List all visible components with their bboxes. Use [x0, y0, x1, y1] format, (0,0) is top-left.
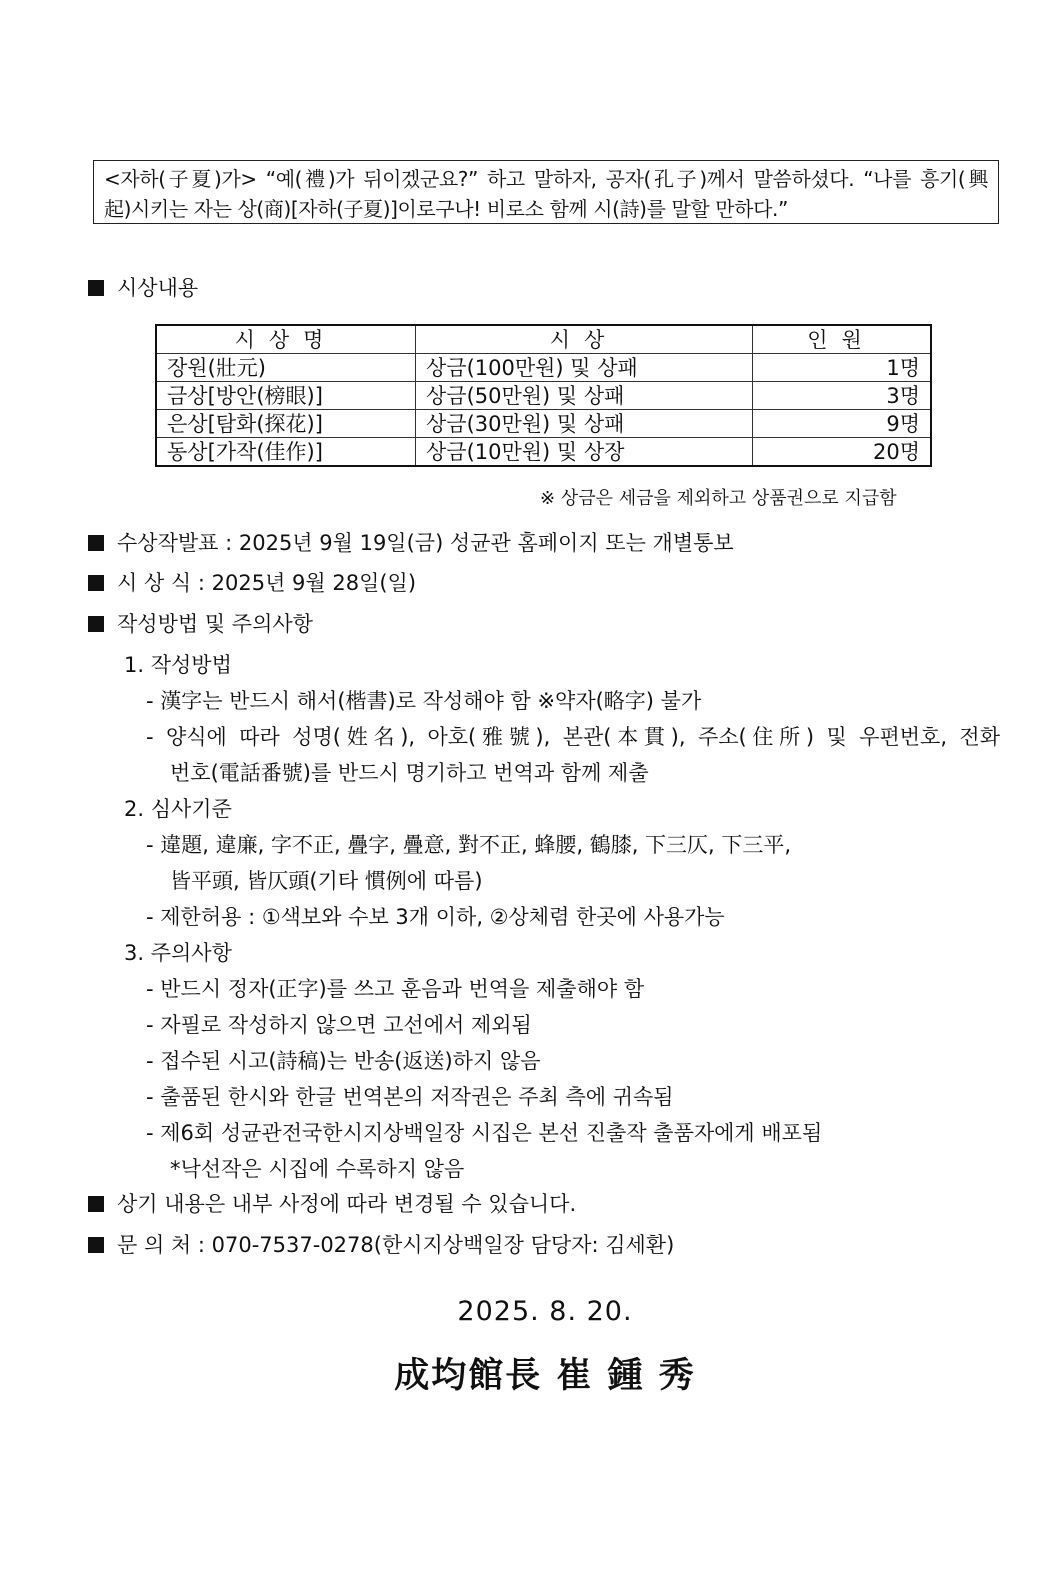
signature: 成均館長 崔 鍾 秀 [394, 1355, 696, 1396]
list-item: - 양식에 따라 성명(姓名), 아호(雅號), 본관(本貫), 주소(住所) 및 우편번호, 전화 [146, 725, 1000, 749]
contact-text: 문 의 처 : 070-7537-0278(한시지상백일장 담당자: 김세환) [117, 1233, 675, 1257]
list-item: - 접수된 시고(詩稿)는 반송(返送)하지 않음 [146, 1049, 541, 1073]
list-item: - 違題, 違廉, 字不正, 疊字, 疊意, 對不正, 蜂腰, 鶴膝, 下三仄, 下三平, [146, 833, 792, 857]
announce-line [88, 528, 734, 558]
ceremony-text: 시 상 식 : 2025년 9월 28일(일) [117, 571, 417, 595]
award-prize: 상금(50만원) 및 상패 [416, 382, 753, 410]
square-bullet-icon [88, 280, 104, 296]
list-item: - 漢字는 반드시 해서(楷書)로 작성해야 함 ※약자(略字) 불가 [146, 689, 702, 713]
contact-line [88, 1230, 674, 1260]
list-item-continued: 皆平頭, 皆仄頭(기타 慣例에 따름) [170, 869, 483, 893]
award-name: 장원(壯元) [156, 354, 416, 382]
square-bullet-icon [88, 1237, 104, 1253]
column-header: 시상명 [156, 325, 416, 354]
quote-line-1: <자하(子夏)가> “예(禮)가 뒤이겠군요?” 하고 말하자, 공자(孔子)께서 말씀하셨다. “나를 흥기(興 [104, 167, 988, 191]
square-bullet-icon [88, 535, 104, 551]
table-row [156, 382, 931, 410]
awards-heading [88, 273, 198, 303]
award-prize: 상금(100만원) 및 상패 [416, 354, 753, 382]
list-item: - 출품된 한시와 한글 번역본의 저작권은 주최 측에 귀속됨 [146, 1085, 674, 1109]
quote-line-2: 起)시키는 자는 상(商)[자하(子夏)]이로구나! 비로소 함께 시(詩)를 말할 만하다.” [104, 197, 788, 221]
column-header: 인원 [753, 325, 932, 354]
table-row [156, 410, 931, 438]
list-item: - 자필로 작성하지 않으면 고선에서 제외됨 [146, 1013, 532, 1037]
award-count: 3명 [753, 382, 932, 410]
announce-text: 수상작발표 : 2025년 9월 19일(금) 성균관 홈페이지 또는 개별통보 [117, 531, 734, 555]
award-prize: 상금(30만원) 및 상패 [416, 410, 753, 438]
award-count: 20명 [753, 438, 932, 467]
award-count: 9명 [753, 410, 932, 438]
award-prize: 상금(10만원) 및 상장 [416, 438, 753, 467]
square-bullet-icon [88, 575, 104, 591]
section-title-cautions: 3. 주의사항 [124, 941, 232, 965]
ceremony-line [88, 568, 416, 598]
method-heading-text: 작성방법 및 주의사항 [117, 612, 313, 636]
awards-heading-text: 시상내용 [117, 276, 199, 300]
method-heading [88, 609, 313, 639]
document-date: 2025. 8. 20. [457, 1296, 633, 1327]
square-bullet-icon [88, 1196, 104, 1212]
section-title-judging: 2. 심사기준 [124, 797, 232, 821]
awards-table [155, 324, 932, 467]
list-item: - 반드시 정자(正字)를 쓰고 훈음과 번역을 제출해야 함 [146, 977, 645, 1001]
award-name: 금상[방안(榜眼)] [156, 382, 416, 410]
award-count: 1명 [753, 354, 932, 382]
list-item-continued: 번호(電話番號)를 반드시 명기하고 번역과 함께 제출 [170, 761, 649, 785]
quote-box [93, 160, 999, 224]
change-note-text: 상기 내용은 내부 사정에 따라 변경될 수 있습니다. [117, 1192, 577, 1216]
column-header: 시상 [416, 325, 753, 354]
table-row [156, 438, 931, 467]
list-item-continued: *낙선작은 시집에 수록하지 않음 [170, 1157, 465, 1181]
section-title-writing: 1. 작성방법 [124, 653, 232, 677]
table-header-row [156, 325, 931, 354]
table-row [156, 354, 931, 382]
square-bullet-icon [88, 616, 104, 632]
list-item: - 제한허용 : ①색보와 수보 3개 이하, ②상체렴 한곳에 사용가능 [146, 905, 725, 929]
award-name: 동상[가작(佳作)] [156, 438, 416, 467]
award-name: 은상[탐화(探花)] [156, 410, 416, 438]
change-note-line [88, 1189, 576, 1219]
prize-note: ※ 상금은 세금을 제외하고 상품권으로 지급함 [540, 488, 897, 509]
list-item: - 제6회 성균관전국한시지상백일장 시집은 본선 진출작 출품자에게 배포됨 [146, 1121, 823, 1145]
